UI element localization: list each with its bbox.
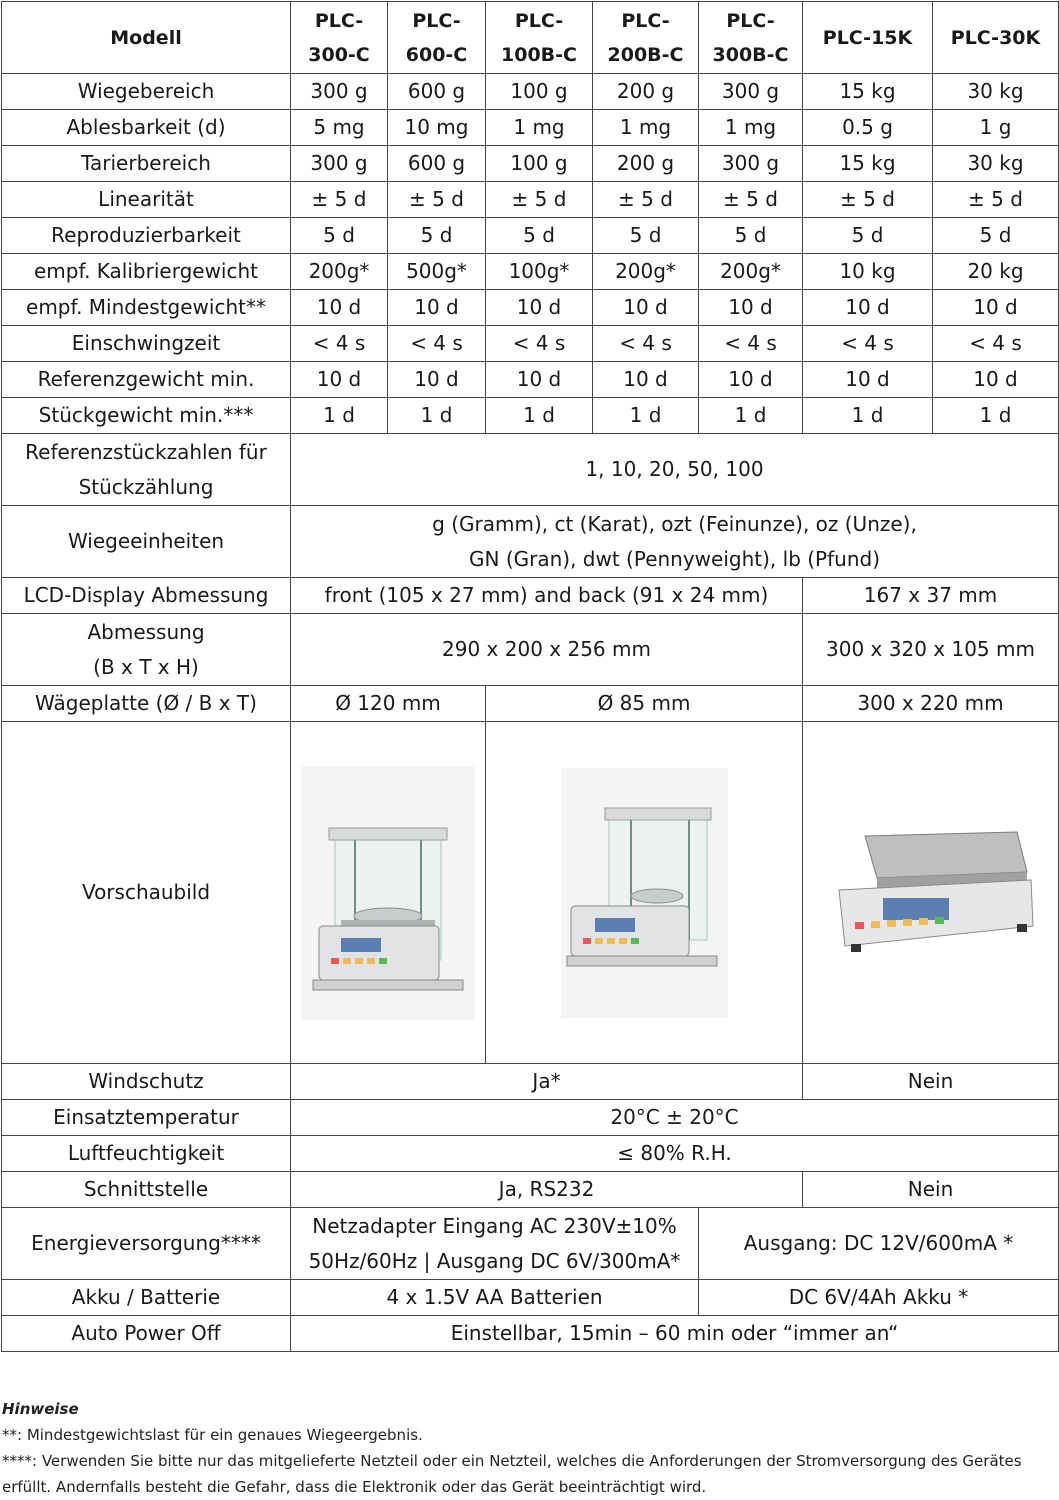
cell: 300 g (699, 146, 803, 182)
cell: 15 kg (803, 74, 933, 110)
row-label: Einschwingzeit (2, 326, 291, 362)
table-row (2, 1100, 1059, 1136)
row-label: Wägeplatte (Ø / B x T) (2, 686, 291, 722)
cell: 1 d (291, 398, 388, 434)
row-label: Wiegebereich (2, 74, 291, 110)
cell: < 4 s (291, 326, 388, 362)
cell: 300 g (699, 74, 803, 110)
cell: 10 mg (388, 110, 486, 146)
model-plc-300-c: PLC- 300-C (291, 2, 388, 74)
model-plc-600-c: PLC- 600-C (388, 2, 486, 74)
cell: 5 d (486, 218, 593, 254)
cell: 5 d (699, 218, 803, 254)
cell: 1 d (486, 398, 593, 434)
cell: 1 d (699, 398, 803, 434)
cell: 10 d (388, 362, 486, 398)
cell: 10 d (699, 362, 803, 398)
row-label: Wiegeeinheiten (2, 506, 291, 578)
platform-value-b: Ø 85 mm (486, 686, 803, 722)
preview-image-a (291, 722, 486, 1064)
cell: 200 g (593, 146, 699, 182)
row-label: Windschutz (2, 1064, 291, 1100)
cell: 300 g (291, 74, 388, 110)
cell: 30 kg (933, 74, 1059, 110)
auto-off-value: Einstellbar, 15min – 60 min oder “immer an“ (291, 1316, 1059, 1352)
cell: < 4 s (593, 326, 699, 362)
cell: 100g* (486, 254, 593, 290)
cell: < 4 s (388, 326, 486, 362)
power-value-a: Netzadapter Eingang AC 230V±10% 50Hz/60Hz | Ausgang DC 6V/300mA* (291, 1208, 699, 1280)
row-label: Stückgewicht min.*** (2, 398, 291, 434)
temperature-value: 20°C ± 20°C (291, 1100, 1059, 1136)
table-row (2, 614, 1059, 686)
model-plc-300b-c: PLC- 300B-C (699, 2, 803, 74)
cell: 30 kg (933, 146, 1059, 182)
windshield-value-b: Nein (803, 1064, 1059, 1100)
cell: 600 g (388, 146, 486, 182)
header-row (2, 2, 1059, 74)
cell: ± 5 d (933, 182, 1059, 218)
cell: 500g* (388, 254, 486, 290)
spec-table (1, 1, 1059, 1352)
cell: 1 mg (593, 110, 699, 146)
preview-image-b (486, 722, 803, 1064)
platform-value-c: 300 x 220 mm (803, 686, 1059, 722)
table-row (2, 218, 1059, 254)
cell: ± 5 d (388, 182, 486, 218)
table-row (2, 434, 1059, 506)
table-row (2, 1172, 1059, 1208)
platform-value-a: Ø 120 mm (291, 686, 486, 722)
dimensions-value-b: 300 x 320 x 105 mm (803, 614, 1059, 686)
cell: 1 g (933, 110, 1059, 146)
table-row (2, 110, 1059, 146)
row-label: Schnittstelle (2, 1172, 291, 1208)
table-row (2, 578, 1059, 614)
row-label: empf. Mindestgewicht** (2, 290, 291, 326)
cell: 10 d (933, 362, 1059, 398)
cell: < 4 s (486, 326, 593, 362)
note-2 (2, 1448, 1052, 1500)
cell: 10 d (933, 290, 1059, 326)
cell: 10 d (699, 290, 803, 326)
preview-row (2, 722, 1059, 1064)
analytical-balance-image (301, 766, 475, 1020)
row-label: Reproduzierbarkeit (2, 218, 291, 254)
table-row (2, 146, 1059, 182)
note-1-text: : Mindestgewichtslast für ein genaues Wiegeergebnis. (17, 1426, 423, 1444)
row-label: LCD-Display Abmessung (2, 578, 291, 614)
cell: 10 kg (803, 254, 933, 290)
cell: 5 d (593, 218, 699, 254)
reference-counts-value: 1, 10, 20, 50, 100 (291, 434, 1059, 506)
cell: 5 d (291, 218, 388, 254)
cell: 300 g (291, 146, 388, 182)
cell: 1 mg (699, 110, 803, 146)
cell: 20 kg (933, 254, 1059, 290)
interface-value-a: Ja, RS232 (291, 1172, 803, 1208)
cell: 10 d (593, 362, 699, 398)
row-label: Vorschaubild (2, 722, 291, 1064)
battery-value-a: 4 x 1.5V AA Batterien (291, 1280, 699, 1316)
model-plc-100b-c: PLC- 100B-C (486, 2, 593, 74)
cell: 200g* (699, 254, 803, 290)
cell: 100 g (486, 74, 593, 110)
row-label: Linearität (2, 182, 291, 218)
notes-title: Hinweise (2, 1400, 79, 1418)
row-label: empf. Kalibriergewicht (2, 254, 291, 290)
humidity-value: ≤ 80% R.H. (291, 1136, 1059, 1172)
preview-image-c (803, 722, 1059, 1064)
notes-section (2, 1396, 1052, 1500)
table-row (2, 182, 1059, 218)
table-row (2, 290, 1059, 326)
model-header: Modell (2, 2, 291, 74)
cell: 10 d (291, 362, 388, 398)
table-row (2, 74, 1059, 110)
table-row (2, 254, 1059, 290)
cell: 10 d (291, 290, 388, 326)
note-2-mark: **** (2, 1452, 32, 1470)
table-row (2, 1136, 1059, 1172)
note-2-text: : Verwenden Sie bitte nur das mitgelieferte Netzteil oder ein Netzteil, welches die Anforderungen der Stromversorgung des Gerätes erfüllt. Andernfalls besteht die Gefahr, dass die Elektronik oder das Gerät beeinträchtigt wird. (2, 1452, 1022, 1496)
table-row (2, 398, 1059, 434)
row-label: Referenzstückzahlen für Stückzählung (2, 434, 291, 506)
note-1-mark: ** (2, 1426, 17, 1444)
table-row (2, 1064, 1059, 1100)
row-label: Luftfeuchtigkeit (2, 1136, 291, 1172)
interface-value-b: Nein (803, 1172, 1059, 1208)
cell: 5 d (388, 218, 486, 254)
model-plc-30k: PLC-30K (933, 2, 1059, 74)
cell: 10 d (803, 362, 933, 398)
cell: 200g* (291, 254, 388, 290)
cell: 10 d (803, 290, 933, 326)
cell: < 4 s (699, 326, 803, 362)
battery-value-b: DC 6V/4Ah Akku * (699, 1280, 1059, 1316)
cell: ± 5 d (486, 182, 593, 218)
cell: 1 mg (486, 110, 593, 146)
units-value: g (Gramm), ct (Karat), ozt (Feinunze), oz (Unze), GN (Gran), dwt (Pennyweight), lb (Pfund) (291, 506, 1059, 578)
table-row (2, 506, 1059, 578)
row-label: Referenzgewicht min. (2, 362, 291, 398)
cell: 10 d (388, 290, 486, 326)
cell: ± 5 d (699, 182, 803, 218)
cell: 10 d (486, 290, 593, 326)
model-plc-200b-c: PLC- 200B-C (593, 2, 699, 74)
cell: 100 g (486, 146, 593, 182)
table-row (2, 1280, 1059, 1316)
cell: 200g* (593, 254, 699, 290)
cell: 5 mg (291, 110, 388, 146)
model-plc-15k: PLC-15K (803, 2, 933, 74)
lcd-value-b: 167 x 37 mm (803, 578, 1059, 614)
precision-scale-image (821, 818, 1041, 968)
cell: 5 d (803, 218, 933, 254)
analytical-balance-image (561, 768, 728, 1018)
row-label: Ablesbarkeit (d) (2, 110, 291, 146)
cell: 10 d (593, 290, 699, 326)
cell: 5 d (933, 218, 1059, 254)
note-1 (2, 1422, 1052, 1448)
row-label: Akku / Batterie (2, 1280, 291, 1316)
cell: 0.5 g (803, 110, 933, 146)
cell: 1 d (803, 398, 933, 434)
table-row (2, 326, 1059, 362)
cell: < 4 s (803, 326, 933, 362)
row-label: Abmessung (B x T x H) (2, 614, 291, 686)
table-row (2, 1208, 1059, 1280)
power-value-b: Ausgang: DC 12V/600mA * (699, 1208, 1059, 1280)
windshield-value-a: Ja* (291, 1064, 803, 1100)
cell: 10 d (486, 362, 593, 398)
table-row (2, 686, 1059, 722)
row-label: Tarierbereich (2, 146, 291, 182)
table-row (2, 1316, 1059, 1352)
cell: ± 5 d (593, 182, 699, 218)
lcd-value-a: front (105 x 27 mm) and back (91 x 24 mm) (291, 578, 803, 614)
row-label: Energieversorgung**** (2, 1208, 291, 1280)
dimensions-value-a: 290 x 200 x 256 mm (291, 614, 803, 686)
cell: < 4 s (933, 326, 1059, 362)
row-label: Auto Power Off (2, 1316, 291, 1352)
cell: 1 d (388, 398, 486, 434)
cell: 600 g (388, 74, 486, 110)
table-row (2, 362, 1059, 398)
row-label: Einsatztemperatur (2, 1100, 291, 1136)
cell: 1 d (593, 398, 699, 434)
cell: ± 5 d (291, 182, 388, 218)
cell: 1 d (933, 398, 1059, 434)
cell: ± 5 d (803, 182, 933, 218)
cell: 200 g (593, 74, 699, 110)
cell: 15 kg (803, 146, 933, 182)
